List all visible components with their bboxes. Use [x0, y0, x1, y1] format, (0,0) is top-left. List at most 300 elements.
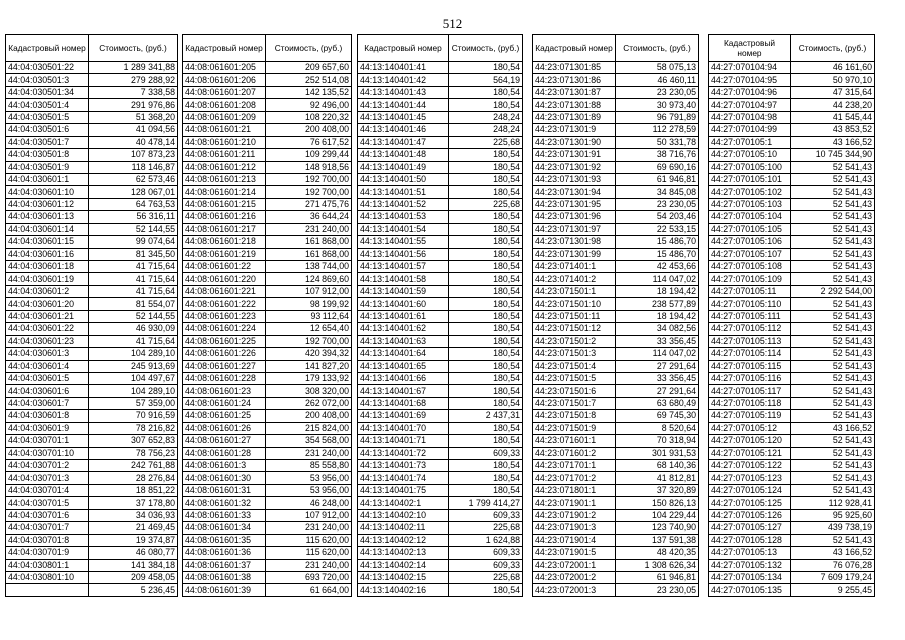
cadastral-number-cell: 44:04:030601:9	[6, 422, 89, 434]
table-row	[709, 223, 875, 235]
table-row	[358, 86, 523, 98]
cost-cell: 33 356,45	[616, 335, 699, 347]
cadastral-number-cell: 44:13:140402:16	[358, 584, 449, 596]
table-row	[6, 547, 178, 559]
cadastral-number-cell: 44:04:030801:1	[6, 559, 89, 571]
table-row	[183, 559, 352, 571]
cost-cell: 242 761,88	[89, 460, 178, 472]
table-row	[709, 534, 875, 546]
cadastral-number-cell: 44:08:061601:222	[183, 298, 266, 310]
cadastral-number-cell: 44:08:061601:215	[183, 198, 266, 210]
table-row	[6, 198, 178, 210]
cadastral-number-cell: 44:13:140401:65	[358, 360, 449, 372]
cost-cell: 180,54	[449, 173, 523, 185]
cadastral-number-cell: 44:27:070105:102	[709, 186, 791, 198]
cadastral-number-cell: 44:27:070105:121	[709, 447, 791, 459]
cost-cell: 609,33	[449, 447, 523, 459]
cadastral-number-cell: 44:27:070105:110	[709, 298, 791, 310]
cost-cell: 52 541,43	[791, 236, 875, 248]
table-row	[6, 534, 178, 546]
cost-cell: 307 652,83	[89, 435, 178, 447]
table-row	[358, 273, 523, 285]
cadastral-number-cell: 44:04:030701:7	[6, 522, 89, 534]
cadastral-number-cell: 44:08:061601:25	[183, 410, 266, 422]
cost-cell: 43 166,52	[791, 422, 875, 434]
table-row	[183, 397, 352, 409]
cost-cell: 107 912,00	[266, 285, 352, 297]
cadastral-number-cell: 44:27:070105:128	[709, 534, 791, 546]
cost-cell: 108 220,32	[266, 111, 352, 123]
cadastral-number-cell: 44:04:030601:1	[6, 173, 89, 185]
cadastral-number-cell: 44:27:070105:115	[709, 360, 791, 372]
cost-cell: 2 437,31	[449, 410, 523, 422]
table-row	[6, 248, 178, 260]
table-row	[6, 472, 178, 484]
cost-cell: 107 873,23	[89, 149, 178, 161]
cadastral-number-cell: 44:23:071301:96	[533, 211, 616, 223]
table-row	[533, 547, 699, 559]
cadastral-number-cell: 44:13:140401:59	[358, 285, 449, 297]
cadastral-number-cell: 44:04:030501:8	[6, 149, 89, 161]
cost-cell: 180,54	[449, 99, 523, 111]
table-row	[6, 236, 178, 248]
cost-cell: 37 320,89	[616, 484, 699, 496]
cost-cell: 43 166,52	[791, 547, 875, 559]
cost-cell: 138 744,00	[266, 261, 352, 273]
cadastral-number-cell: 44:04:030701:4	[6, 484, 89, 496]
cadastral-number-cell: 44:27:070105:122	[709, 460, 791, 472]
cadastral-number-cell: 44:13:140402:10	[358, 509, 449, 521]
cost-cell: 58 075,13	[616, 62, 699, 74]
cost-cell: 1 308 626,34	[616, 559, 699, 571]
table-row	[533, 335, 699, 347]
cost-cell: 78 216,82	[89, 422, 178, 434]
cadastral-number-cell: 44:08:061601:214	[183, 186, 266, 198]
cost-cell: 252 514,08	[266, 74, 352, 86]
cadastral-number-cell: 44:13:140401:60	[358, 298, 449, 310]
table-row	[183, 273, 352, 285]
table-row	[183, 161, 352, 173]
table-row	[358, 472, 523, 484]
cadastral-number-cell: 44:08:061601:227	[183, 360, 266, 372]
table-row	[709, 509, 875, 521]
cost-cell: 47 315,64	[791, 86, 875, 98]
cost-cell: 564,19	[449, 74, 523, 86]
table-row	[533, 372, 699, 384]
cost-cell: 115 620,00	[266, 547, 352, 559]
table-row	[183, 348, 352, 360]
cadastral-number-cell: 44:27:070105:105	[709, 223, 791, 235]
table-row	[183, 497, 352, 509]
table-row	[533, 74, 699, 86]
cadastral-number-cell: 44:04:030801:10	[6, 571, 89, 583]
table-row	[709, 99, 875, 111]
cadastral-number-cell: 44:13:140401:69	[358, 410, 449, 422]
cadastral-number-cell: 44:04:030601:4	[6, 360, 89, 372]
cadastral-number-cell: 44:13:140401:41	[358, 62, 449, 74]
cadastral-number-cell: 44:23:071401:1	[533, 261, 616, 273]
cadastral-number-cell: 44:08:061601:22	[183, 261, 266, 273]
table-row	[709, 385, 875, 397]
cadastral-number-cell: 44:13:140402:14	[358, 559, 449, 571]
cost-cell: 225,68	[449, 198, 523, 210]
cost-cell: 180,54	[449, 422, 523, 434]
cost-cell: 104 289,10	[89, 348, 178, 360]
cadastral-number-cell: 44:08:061601:223	[183, 310, 266, 322]
table-row	[183, 547, 352, 559]
cost-cell: 23 230,05	[616, 86, 699, 98]
cost-cell: 34 082,56	[616, 323, 699, 335]
cost-cell: 52 144,55	[89, 310, 178, 322]
cost-cell: 215 824,00	[266, 422, 352, 434]
column-header-cost: Стоимость, (руб.)	[266, 35, 352, 62]
cost-cell: 180,54	[449, 584, 523, 596]
cost-cell: 23 230,05	[616, 198, 699, 210]
cadastral-number-cell: 44:04:030601:8	[6, 410, 89, 422]
table-row	[6, 335, 178, 347]
cadastral-number-cell: 44:08:061601:32	[183, 497, 266, 509]
table-row	[358, 484, 523, 496]
cadastral-table-2	[182, 34, 352, 597]
table-row	[709, 111, 875, 123]
cost-cell: 76 617,52	[266, 136, 352, 148]
cadastral-number-cell: 44:08:061601:205	[183, 62, 266, 74]
cost-cell: 95 925,60	[791, 509, 875, 521]
cadastral-number-cell: 44:08:061601:209	[183, 111, 266, 123]
table-row	[358, 173, 523, 185]
table-row	[183, 360, 352, 372]
table-row	[6, 62, 178, 74]
cadastral-number-cell: 44:13:140402:15	[358, 571, 449, 583]
table-row	[6, 422, 178, 434]
cost-cell: 180,54	[449, 310, 523, 322]
table-row	[709, 161, 875, 173]
cost-cell: 180,54	[449, 348, 523, 360]
cost-cell: 15 486,70	[616, 248, 699, 260]
table-row	[183, 410, 352, 422]
table-row	[709, 273, 875, 285]
cost-cell: 231 240,00	[266, 522, 352, 534]
cost-cell: 23 230,05	[616, 584, 699, 596]
cost-cell: 209 657,60	[266, 62, 352, 74]
cadastral-number-cell: 44:04:030601:14	[6, 223, 89, 235]
cost-cell: 291 976,86	[89, 99, 178, 111]
cadastral-number-cell: 44:23:071901:4	[533, 534, 616, 546]
table-row	[709, 310, 875, 322]
table-row	[6, 360, 178, 372]
table-row	[533, 186, 699, 198]
cadastral-number-cell: 44:23:071301:94	[533, 186, 616, 198]
cost-cell: 18 194,42	[616, 285, 699, 297]
cost-cell: 52 541,43	[791, 435, 875, 447]
cost-cell: 180,54	[449, 372, 523, 384]
table-row	[183, 248, 352, 260]
cost-cell: 179 133,92	[266, 372, 352, 384]
table-row	[709, 236, 875, 248]
cost-cell: 192 700,00	[266, 173, 352, 185]
cost-cell: 61 946,81	[616, 173, 699, 185]
table-row	[709, 484, 875, 496]
cost-cell: 192 700,00	[266, 186, 352, 198]
cadastral-number-cell: 44:13:140401:44	[358, 99, 449, 111]
cadastral-number-cell: 44:04:030601:15	[6, 236, 89, 248]
table-row	[358, 385, 523, 397]
cost-cell: 70 916,59	[89, 410, 178, 422]
cost-cell: 52 541,43	[791, 273, 875, 285]
cadastral-number-cell: 44:27:070104:98	[709, 111, 791, 123]
cost-cell: 2 292 544,00	[791, 285, 875, 297]
table-row	[533, 460, 699, 472]
cost-cell: 115 620,00	[266, 534, 352, 546]
cost-cell: 52 541,43	[791, 397, 875, 409]
cadastral-number-cell: 44:27:070105:132	[709, 559, 791, 571]
cost-cell: 69 690,16	[616, 161, 699, 173]
table-row	[533, 261, 699, 273]
table-row	[533, 223, 699, 235]
table-row	[533, 124, 699, 136]
cadastral-number-cell: 44:23:071301:92	[533, 161, 616, 173]
table-row	[533, 571, 699, 583]
table-row	[709, 460, 875, 472]
table-row	[6, 186, 178, 198]
cost-cell: 34 036,93	[89, 509, 178, 521]
cadastral-number-cell: 44:27:070105:1	[709, 136, 791, 148]
table-row	[6, 385, 178, 397]
cost-cell: 52 541,43	[791, 348, 875, 360]
cadastral-number-cell: 44:13:140401:48	[358, 149, 449, 161]
cadastral-number-cell: 44:23:071901:2	[533, 509, 616, 521]
table-row	[183, 186, 352, 198]
table-row	[358, 447, 523, 459]
table-row	[358, 261, 523, 273]
cadastral-number-cell: 44:13:140401:45	[358, 111, 449, 123]
cadastral-number-cell: 44:27:070105:119	[709, 410, 791, 422]
table-row	[183, 422, 352, 434]
cost-cell: 209 458,05	[89, 571, 178, 583]
cadastral-number-cell: 44:27:070105:113	[709, 335, 791, 347]
table-row	[183, 198, 352, 210]
cadastral-number-cell: 44:04:030501:6	[6, 124, 89, 136]
cadastral-number-cell: 44:08:061601:221	[183, 285, 266, 297]
table-row	[183, 310, 352, 322]
table-row	[183, 335, 352, 347]
table-row	[533, 161, 699, 173]
cadastral-number-cell: 44:08:061601:217	[183, 223, 266, 235]
table-row	[358, 248, 523, 260]
table-row	[709, 472, 875, 484]
cadastral-number-cell: 44:13:140402:1	[358, 497, 449, 509]
cost-cell: 231 240,00	[266, 447, 352, 459]
cost-cell: 98 199,92	[266, 298, 352, 310]
column-header-cost: Стоимость, (руб.)	[791, 35, 875, 62]
table-row	[183, 534, 352, 546]
cadastral-number-cell: 44:04:030501:7	[6, 136, 89, 148]
cadastral-number-cell: 44:08:061601:219	[183, 248, 266, 260]
cadastral-number-cell: 44:23:071901:1	[533, 497, 616, 509]
column-header-cost: Стоимость, (руб.)	[449, 35, 523, 62]
cadastral-number-cell: 44:13:140401:74	[358, 472, 449, 484]
cost-cell: 46 248,00	[266, 497, 352, 509]
cadastral-number-cell: 44:23:071501:9	[533, 422, 616, 434]
cadastral-number-cell: 44:04:030701:10	[6, 447, 89, 459]
table-row	[183, 484, 352, 496]
table-row	[6, 372, 178, 384]
cost-cell: 354 568,00	[266, 435, 352, 447]
cadastral-number-cell: 44:23:071301:87	[533, 86, 616, 98]
cadastral-number-cell: 44:23:072001:3	[533, 584, 616, 596]
cadastral-number-cell: 44:13:140401:58	[358, 273, 449, 285]
cadastral-number-cell: 44:04:030601:13	[6, 211, 89, 223]
cadastral-number-cell: 44:13:140401:42	[358, 74, 449, 86]
cadastral-number-cell: 44:27:070105:111	[709, 310, 791, 322]
cost-cell: 180,54	[449, 161, 523, 173]
cost-cell: 62 573,46	[89, 173, 178, 185]
cadastral-number-cell: 44:04:030601:7	[6, 397, 89, 409]
cost-cell: 81 554,07	[89, 298, 178, 310]
cadastral-table-3	[357, 34, 523, 597]
table-row	[358, 497, 523, 509]
cadastral-number-cell: 44:23:071501:3	[533, 348, 616, 360]
cost-cell: 180,54	[449, 149, 523, 161]
table-row	[6, 584, 178, 596]
cadastral-number-cell: 44:23:071401:2	[533, 273, 616, 285]
cost-cell: 107 912,00	[266, 509, 352, 521]
cost-cell: 245 913,69	[89, 360, 178, 372]
cost-cell: 118 146,87	[89, 161, 178, 173]
table-row	[6, 211, 178, 223]
table-row	[709, 248, 875, 260]
cadastral-number-cell: 44:27:070105:101	[709, 173, 791, 185]
cost-cell: 34 845,08	[616, 186, 699, 198]
table-row	[709, 497, 875, 509]
cost-cell: 8 520,64	[616, 422, 699, 434]
cost-cell: 40 478,14	[89, 136, 178, 148]
cost-cell: 200 408,00	[266, 124, 352, 136]
table-row	[183, 261, 352, 273]
cost-cell: 99 074,64	[89, 236, 178, 248]
table-row	[183, 99, 352, 111]
table-row	[6, 261, 178, 273]
table-row	[183, 509, 352, 521]
table-row	[709, 173, 875, 185]
cadastral-number-cell: 44:23:071601:2	[533, 447, 616, 459]
cadastral-number-cell: 44:13:140401:71	[358, 435, 449, 447]
cadastral-number-cell: 44:23:071301:93	[533, 173, 616, 185]
cost-cell: 52 541,43	[791, 261, 875, 273]
cadastral-number-cell: 44:27:070104:94	[709, 62, 791, 74]
cost-cell: 180,54	[449, 435, 523, 447]
cost-cell: 114 047,02	[616, 273, 699, 285]
table-row	[183, 124, 352, 136]
cadastral-number-cell: 44:04:030701:2	[6, 460, 89, 472]
table-row	[533, 86, 699, 98]
cadastral-number-cell: 44:08:061601:26	[183, 422, 266, 434]
table-row	[533, 173, 699, 185]
table-row	[533, 99, 699, 111]
cadastral-number-cell: 44:13:140401:46	[358, 124, 449, 136]
cost-cell: 46 460,11	[616, 74, 699, 86]
table-row	[6, 323, 178, 335]
cadastral-table-5	[708, 34, 875, 597]
cadastral-number-cell: 44:23:071501:2	[533, 335, 616, 347]
cadastral-number-cell: 44:27:070105:12	[709, 422, 791, 434]
cadastral-number-cell: 44:27:070105:103	[709, 198, 791, 210]
cost-cell: 180,54	[449, 186, 523, 198]
cadastral-number-cell: 44:13:140401:62	[358, 323, 449, 335]
cadastral-number-cell: 44:04:030601:5	[6, 372, 89, 384]
cost-cell: 180,54	[449, 484, 523, 496]
table-row	[358, 335, 523, 347]
cadastral-number-cell: 44:27:070105:13	[709, 547, 791, 559]
cadastral-number-cell: 44:08:061601:34	[183, 522, 266, 534]
cadastral-number-cell: 44:23:072001:1	[533, 559, 616, 571]
cost-cell: 200 408,00	[266, 410, 352, 422]
cadastral-number-cell: 44:13:140401:68	[358, 397, 449, 409]
cadastral-number-cell: 44:13:140401:55	[358, 236, 449, 248]
table-row	[358, 460, 523, 472]
table-row	[533, 484, 699, 496]
cadastral-number-cell: 44:27:070105:109	[709, 273, 791, 285]
cost-cell: 52 541,43	[791, 161, 875, 173]
table-row	[6, 298, 178, 310]
cadastral-number-cell: 44:23:071501:4	[533, 360, 616, 372]
cadastral-number-cell: 44:27:070105:118	[709, 397, 791, 409]
table-row	[709, 211, 875, 223]
cost-cell: 43 853,52	[791, 124, 875, 136]
cadastral-number-cell: 44:08:061601:21	[183, 124, 266, 136]
cadastral-number-cell: 44:23:071301:88	[533, 99, 616, 111]
table-row	[709, 547, 875, 559]
cadastral-number-cell: 44:13:140401:61	[358, 310, 449, 322]
cost-cell: 180,54	[449, 472, 523, 484]
table-row	[183, 86, 352, 98]
table-row	[533, 323, 699, 335]
cadastral-number-cell: 44:27:070105:10	[709, 149, 791, 161]
table-row	[6, 460, 178, 472]
cadastral-number-cell: 44:04:030501:3	[6, 74, 89, 86]
table-row	[533, 285, 699, 297]
cadastral-number-cell: 44:27:070105:124	[709, 484, 791, 496]
table-row	[358, 186, 523, 198]
cost-cell: 50 331,78	[616, 136, 699, 148]
table-row	[358, 236, 523, 248]
cost-cell: 52 541,43	[791, 298, 875, 310]
cost-cell: 52 541,43	[791, 248, 875, 260]
cadastral-number-cell: 44:08:061601:37	[183, 559, 266, 571]
table-row	[709, 397, 875, 409]
table-row	[358, 111, 523, 123]
table-row	[358, 435, 523, 447]
table-row	[6, 348, 178, 360]
cadastral-number-cell: 44:04:030601:21	[6, 310, 89, 322]
cost-cell: 41 715,64	[89, 261, 178, 273]
cost-cell: 180,54	[449, 298, 523, 310]
table-row	[6, 397, 178, 409]
table-row	[183, 522, 352, 534]
cost-cell: 148 918,56	[266, 161, 352, 173]
cost-cell: 180,54	[449, 86, 523, 98]
cadastral-number-cell: 44:04:030701:1	[6, 435, 89, 447]
table-row	[709, 149, 875, 161]
cadastral-number-cell: 44:04:030501:4	[6, 99, 89, 111]
cadastral-number-cell: 44:23:071501:6	[533, 385, 616, 397]
table-row	[183, 298, 352, 310]
cadastral-number-cell: 44:13:140401:64	[358, 348, 449, 360]
table-row	[709, 86, 875, 98]
table-row	[533, 149, 699, 161]
cost-cell: 112 278,59	[616, 124, 699, 136]
cadastral-number-cell: 44:27:070105:112	[709, 323, 791, 335]
